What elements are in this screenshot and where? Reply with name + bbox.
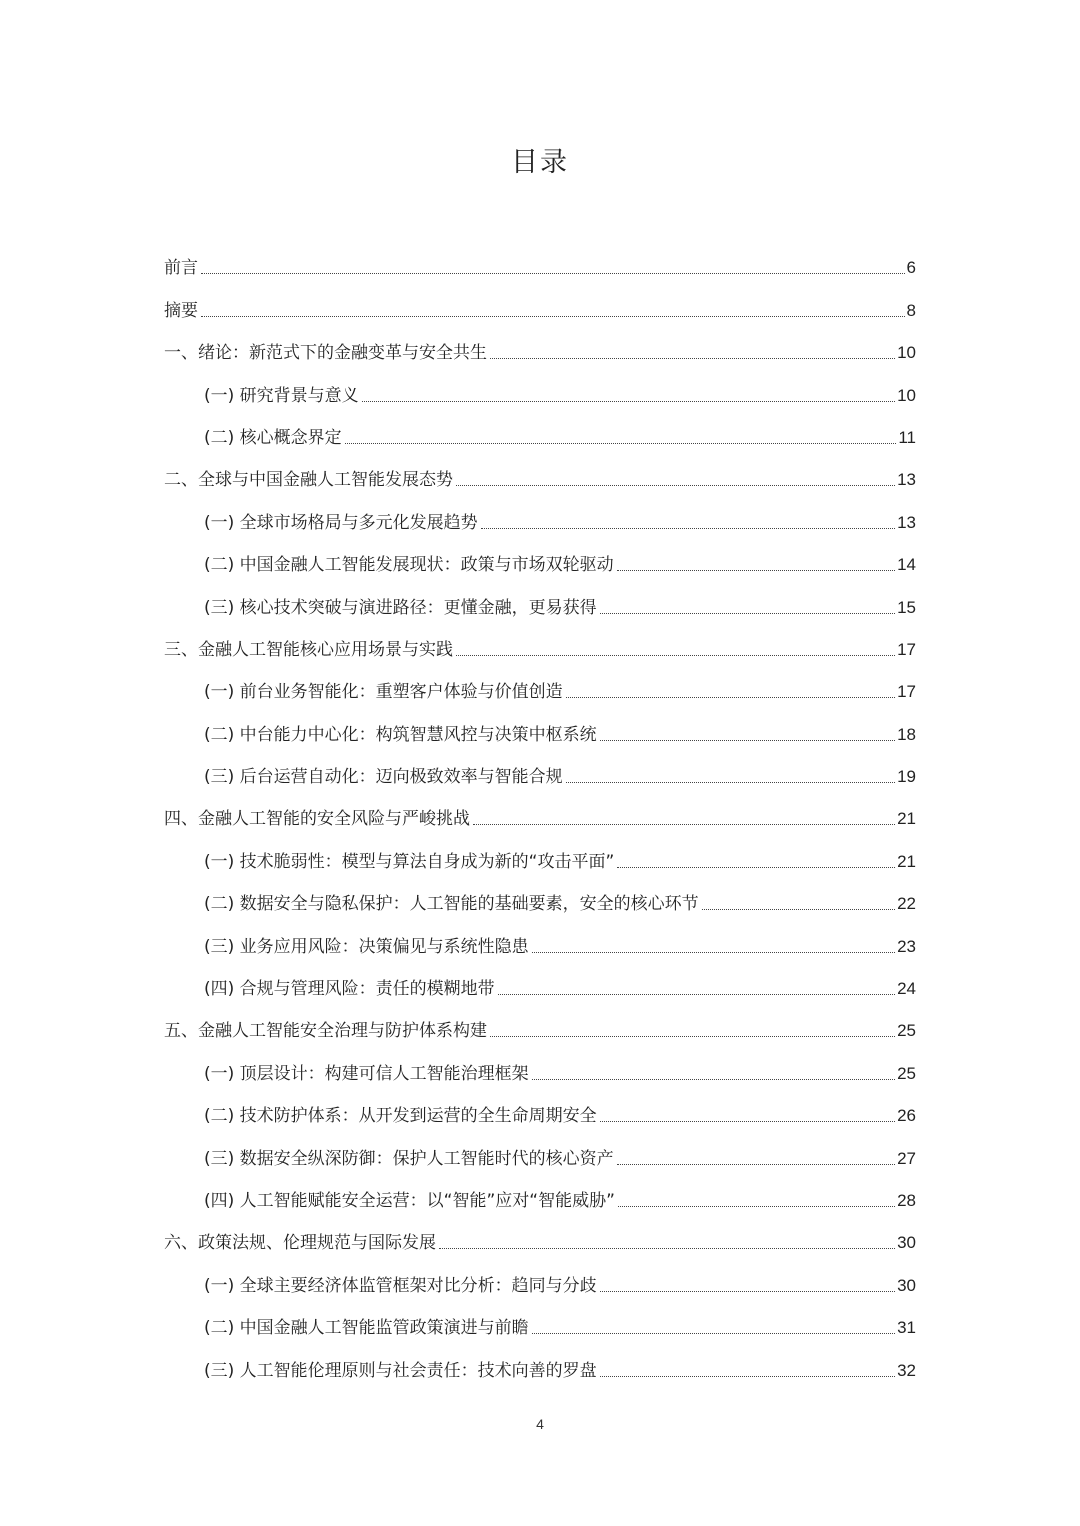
- toc-entry[interactable]: [164, 1261, 916, 1303]
- toc-entry[interactable]: [164, 1304, 916, 1346]
- toc-entry[interactable]: [164, 795, 916, 837]
- toc-dot-leader: [702, 909, 895, 910]
- toc-entry[interactable]: [164, 668, 916, 710]
- toc-entry-page-number: 21: [897, 851, 916, 871]
- toc-entry-label: 三、金融人工智能核心应用场景与实践: [164, 639, 453, 660]
- toc-entry-page-number: 30: [897, 1233, 916, 1253]
- toc-entry[interactable]: [164, 371, 916, 413]
- toc-entry[interactable]: [164, 456, 916, 498]
- toc-entry-label: (三) 后台运营自动化：迈向极致效率与智能合规: [204, 767, 563, 788]
- toc-entry-label: (三) 人工智能伦理原则与社会责任：技术向善的罗盘: [204, 1360, 597, 1381]
- toc-entry-page-number: 21: [897, 809, 916, 829]
- toc-entry[interactable]: [164, 329, 916, 371]
- toc-dot-leader: [201, 273, 905, 274]
- toc-dot-leader: [498, 994, 895, 995]
- toc-entry-page-number: 15: [897, 597, 916, 617]
- toc-entry-page-number: 6: [906, 258, 916, 278]
- toc-dot-leader: [456, 655, 895, 656]
- toc-dot-leader: [600, 1121, 895, 1122]
- toc-entry[interactable]: [164, 626, 916, 668]
- toc-entry-page-number: 22: [897, 894, 916, 914]
- toc-entry-label: 六、政策法规、伦理规范与国际发展: [164, 1233, 436, 1254]
- toc-entry[interactable]: [164, 753, 916, 795]
- toc-entry-label: (三) 业务应用风险：决策偏见与系统性隐患: [204, 936, 529, 957]
- toc-entry-page-number: 10: [897, 343, 916, 363]
- toc-entry-label: (一) 全球市场格局与多元化发展趋势: [204, 512, 478, 533]
- toc-dot-leader: [600, 1376, 895, 1377]
- toc-entry-label: (三) 核心技术突破与演进路径：更懂金融，更易获得: [204, 597, 597, 618]
- toc-dot-leader: [490, 1036, 895, 1037]
- toc-entry-label: (一) 技术脆弱性：模型与算法自身成为新的“攻击平面”: [204, 851, 615, 872]
- toc-dot-leader: [201, 316, 905, 317]
- toc-dot-leader: [566, 782, 895, 783]
- toc-entry-page-number: 23: [897, 936, 916, 956]
- toc-dot-leader: [617, 867, 895, 868]
- toc-entry-label: 摘要: [164, 300, 198, 321]
- toc-entry-page-number: 31: [897, 1318, 916, 1338]
- toc-dot-leader: [481, 528, 895, 529]
- toc-entry-label: (二) 中国金融人工智能发展现状：政策与市场双轮驱动: [204, 555, 614, 576]
- toc-entry-page-number: 11: [898, 427, 916, 447]
- toc-entry-page-number: 27: [897, 1148, 916, 1168]
- toc-entry-page-number: 25: [897, 1063, 916, 1083]
- toc-entry-page-number: 13: [897, 470, 916, 490]
- toc-dot-leader: [617, 570, 895, 571]
- toc-dot-leader: [532, 952, 895, 953]
- toc-dot-leader: [456, 485, 895, 486]
- toc-entry-label: (二) 技术防护体系：从开发到运营的全生命周期安全: [204, 1106, 597, 1127]
- toc-dot-leader: [600, 740, 895, 741]
- toc-entry[interactable]: [164, 1049, 916, 1091]
- toc-entry[interactable]: [164, 710, 916, 752]
- toc-entry-label: 二、全球与中国金融人工智能发展态势: [164, 470, 453, 491]
- toc-entry-page-number: 18: [897, 724, 916, 744]
- toc-entry[interactable]: [164, 541, 916, 583]
- toc-entry[interactable]: [164, 1177, 916, 1219]
- page-title: 目录: [511, 147, 569, 178]
- toc-entry-label: (一) 顶层设计：构建可信人工智能治理框架: [204, 1063, 529, 1084]
- toc-entry-page-number: 28: [897, 1190, 916, 1210]
- toc-entry[interactable]: [164, 1219, 916, 1261]
- toc-entry[interactable]: [164, 414, 916, 456]
- toc-entry[interactable]: [164, 1346, 916, 1388]
- toc-entry-label: (四) 人工智能赋能安全运营：以“智能”应对“智能威胁”: [204, 1190, 615, 1211]
- toc-entry[interactable]: [164, 837, 916, 879]
- toc-entry-page-number: 10: [897, 385, 916, 405]
- toc-entry[interactable]: [164, 965, 916, 1007]
- toc-entry-page-number: 19: [897, 767, 916, 787]
- toc-entry-page-number: 25: [897, 1021, 916, 1041]
- toc-entry-label: 一、绪论：新范式下的金融变革与安全共生: [164, 343, 487, 364]
- toc-entry[interactable]: [164, 880, 916, 922]
- page-number: 4: [536, 1416, 544, 1432]
- toc-entry-label: (四) 合规与管理风险：责任的模糊地带: [204, 979, 495, 1000]
- toc-entry-label: (一) 前台业务智能化：重塑客户体验与价值创造: [204, 682, 563, 703]
- toc-entry-label: 五、金融人工智能安全治理与防护体系构建: [164, 1021, 487, 1042]
- toc-entry-page-number: 17: [897, 639, 916, 659]
- toc-dot-leader: [345, 443, 897, 444]
- toc-entry[interactable]: [164, 244, 916, 286]
- toc-dot-leader: [532, 1333, 895, 1334]
- toc-entry-label: (二) 中台能力中心化：构筑智慧风控与决策中枢系统: [204, 724, 597, 745]
- toc-dot-leader: [473, 824, 895, 825]
- toc-entry[interactable]: [164, 1007, 916, 1049]
- toc-entry-page-number: 26: [897, 1106, 916, 1126]
- toc-entry-label: 四、金融人工智能的安全风险与严峻挑战: [164, 809, 470, 830]
- toc-entry-page-number: 24: [897, 979, 916, 999]
- toc-entry[interactable]: [164, 583, 916, 625]
- table-of-contents: [164, 244, 916, 1389]
- toc-dot-leader: [566, 697, 895, 698]
- toc-entry-label: (二) 核心概念界定: [204, 427, 342, 448]
- toc-dot-leader: [362, 401, 895, 402]
- toc-entry-page-number: 30: [897, 1275, 916, 1295]
- toc-dot-leader: [439, 1248, 895, 1249]
- toc-dot-leader: [532, 1079, 895, 1080]
- toc-entry-page-number: 8: [906, 300, 916, 320]
- toc-entry-label: (二) 数据安全与隐私保护：人工智能的基础要素，安全的核心环节: [204, 894, 699, 915]
- toc-dot-leader: [600, 1291, 895, 1292]
- toc-entry[interactable]: [164, 1092, 916, 1134]
- toc-dot-leader: [600, 613, 895, 614]
- toc-entry[interactable]: [164, 922, 916, 964]
- toc-entry[interactable]: [164, 498, 916, 540]
- toc-entry-page-number: 14: [897, 555, 916, 575]
- toc-entry-page-number: 32: [897, 1360, 916, 1380]
- toc-entry-label: (一) 研究背景与意义: [204, 385, 359, 406]
- toc-entry-label: (三) 数据安全纵深防御：保护人工智能时代的核心资产: [204, 1148, 614, 1169]
- toc-entry[interactable]: [164, 286, 916, 328]
- toc-entry-label: 前言: [164, 258, 198, 279]
- toc-entry-label: (一) 全球主要经济体监管框架对比分析：趋同与分歧: [204, 1275, 597, 1296]
- toc-entry-label: (二) 中国金融人工智能监管政策演进与前瞻: [204, 1318, 529, 1339]
- toc-dot-leader: [618, 1206, 895, 1207]
- toc-dot-leader: [617, 1164, 895, 1165]
- toc-entry[interactable]: [164, 1134, 916, 1176]
- toc-dot-leader: [490, 358, 895, 359]
- toc-entry-page-number: 13: [897, 512, 916, 532]
- toc-entry-page-number: 17: [897, 682, 916, 702]
